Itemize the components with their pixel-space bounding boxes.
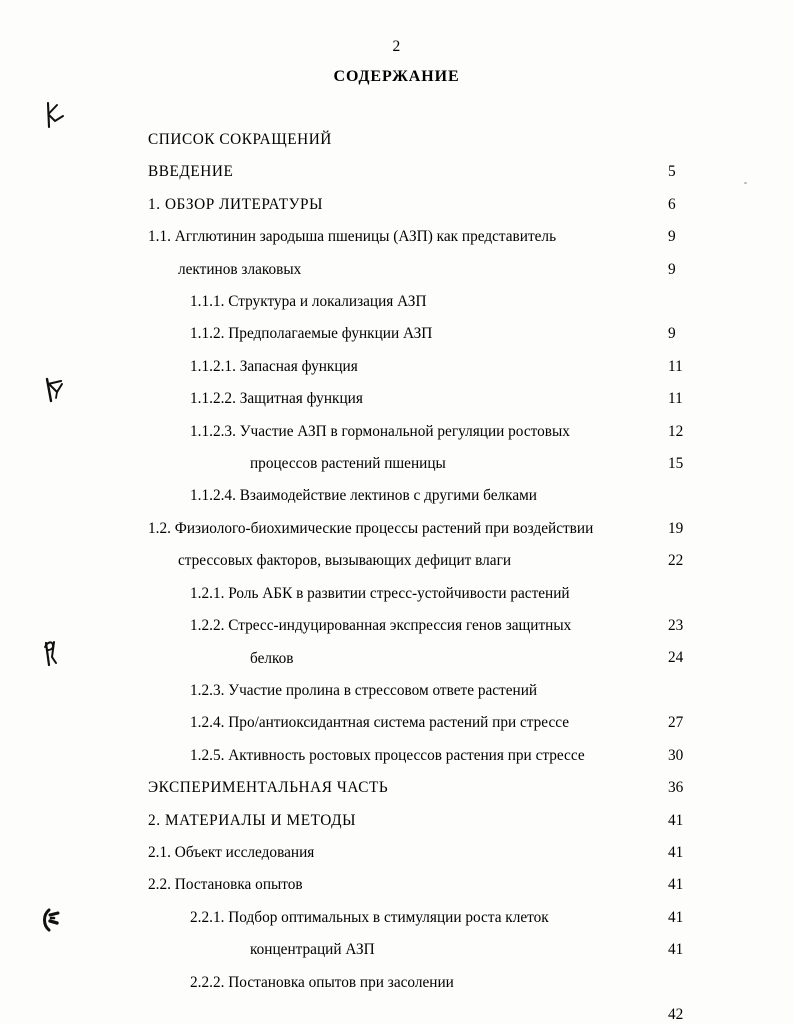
- table-of-contents: [148, 124, 688, 1023]
- toc-entry-title-continuation: стрессовых факторов, вызывающих дефицит влаги: [178, 552, 512, 570]
- toc-entry-title-continuation: лектинов злаковых: [178, 260, 302, 278]
- page-title: СОДЕРЖАНИЕ: [333, 68, 460, 85]
- toc-entry-page-number: 23: [668, 617, 684, 635]
- handwritten-mark-3: [40, 637, 64, 669]
- toc-entry-page-number: 15: [668, 455, 684, 473]
- toc-entry[interactable]: [148, 513, 688, 578]
- toc-entry-page-number: 41: [668, 908, 684, 926]
- toc-entry-page-number: 9: [668, 228, 676, 246]
- paper-speck: [744, 182, 747, 184]
- toc-entry-page-number: 22: [668, 552, 684, 570]
- handwritten-mark-2: [44, 375, 66, 405]
- toc-entry[interactable]: [148, 578, 688, 635]
- toc-entry-title: 1.1.2. Предполагаемые функции АЗП: [190, 325, 433, 343]
- toc-entry-title: 1.2.2. Стресс-индуцированная экспрессия генов защитных белков: [190, 610, 648, 675]
- toc-entry-page-number: 36: [668, 779, 684, 797]
- toc-entry[interactable]: [148, 480, 688, 537]
- toc-entry-page-number: 9: [668, 260, 676, 278]
- toc-entry-title: 1.1.2.4. Взаимодействие лектинов с другими белками: [190, 487, 537, 505]
- toc-entry-title: 1.1.2.2. Защитная функция: [190, 390, 363, 408]
- toc-entry-title: ВВЕДЕНИЕ: [148, 163, 234, 181]
- toc-entry-title: 1.2.1. Роль АБК в развитии стресс-устойчивости растений: [190, 584, 570, 602]
- toc-entry-title: СПИСОК СОКРАЩЕНИЙ: [148, 131, 332, 148]
- toc-entry-page-number: 11: [668, 390, 683, 408]
- toc-entry-page-number: 41: [668, 876, 684, 894]
- toc-entry[interactable]: [148, 902, 688, 967]
- toc-entry-title: 2.2. Постановка опытов: [148, 876, 303, 894]
- page-folio-number: 2: [392, 38, 401, 55]
- toc-entry[interactable]: [148, 189, 688, 246]
- toc-entry[interactable]: [148, 967, 688, 1023]
- toc-entry-page-number: 11: [668, 357, 683, 375]
- toc-entry-title: 2.1. Объект исследования: [148, 843, 315, 861]
- toc-entry[interactable]: [148, 221, 688, 286]
- toc-entry-page-number: 19: [668, 519, 684, 537]
- toc-entry-title: 1.2.3. Участие пролина в стрессовом ответе растений: [190, 681, 538, 699]
- toc-entry-title: 1. ОБЗОР ЛИТЕРАТУРЫ: [148, 195, 324, 213]
- toc-entry[interactable]: [148, 610, 688, 675]
- toc-entry-page-number: 5: [668, 163, 676, 181]
- toc-entry-page-number: 6: [668, 195, 676, 213]
- toc-entry-title: 1.2. Физиолого-биохимические процессы растений при воздействии стрессовых факторов, вызывающих дефицит влаги: [118, 513, 648, 578]
- toc-entry-title: 1.2.4. Про/антиоксидантная система растений при стрессе: [190, 714, 570, 732]
- toc-entry-title-continuation: процессов растений пшеницы: [250, 455, 446, 473]
- toc-entry-page-number: 27: [668, 714, 684, 732]
- toc-entry-title: ЭКСПЕРИМЕНТАЛЬНАЯ ЧАСТЬ: [148, 779, 389, 797]
- handwritten-mark-4: [40, 905, 64, 935]
- toc-entry-title: 1.1. Агглютинин зародыша пшеницы (АЗП) как представитель лектинов злаковых: [118, 221, 648, 286]
- toc-entry-page-number: 9: [668, 325, 676, 343]
- toc-entry[interactable]: [148, 416, 688, 481]
- toc-entry-page-number: 42: [668, 1005, 684, 1023]
- toc-entry[interactable]: [148, 383, 688, 440]
- toc-entry-page-number: 41: [668, 843, 684, 861]
- toc-entry-title: 1.1.2.3. Участие АЗП в гормональной регуляции ростовых процессов растений пшеницы: [190, 416, 648, 481]
- toc-entry-title: 2.2.2. Постановка опытов при засолении: [190, 973, 454, 991]
- toc-entry-page-number: 41: [668, 941, 684, 959]
- handwritten-mark-1: [44, 100, 66, 130]
- toc-entry-title: 1.2.5. Активность ростовых процессов растения при стрессе: [190, 746, 585, 764]
- toc-entry-title-continuation: концентраций АЗП: [250, 941, 375, 959]
- toc-entry-title: 1.1.1. Структура и локализация АЗП: [190, 293, 427, 311]
- toc-entry-title: 2.2.1. Подбор оптимальных в стимуляции роста клеток концентраций АЗП: [190, 902, 648, 967]
- toc-entry-page-number: 12: [668, 422, 684, 440]
- toc-entry-page-number: 30: [668, 746, 684, 764]
- toc-entry-title: 2. МАТЕРИАЛЫ И МЕТОДЫ: [148, 811, 356, 829]
- toc-entry-title: 1.1.2.1. Запасная функция: [190, 357, 358, 375]
- toc-entry-title-continuation: белков: [250, 649, 294, 667]
- toc-entry[interactable]: [148, 869, 688, 926]
- toc-entry-page-number: 24: [668, 649, 684, 667]
- toc-entry-page-number: 41: [668, 811, 684, 829]
